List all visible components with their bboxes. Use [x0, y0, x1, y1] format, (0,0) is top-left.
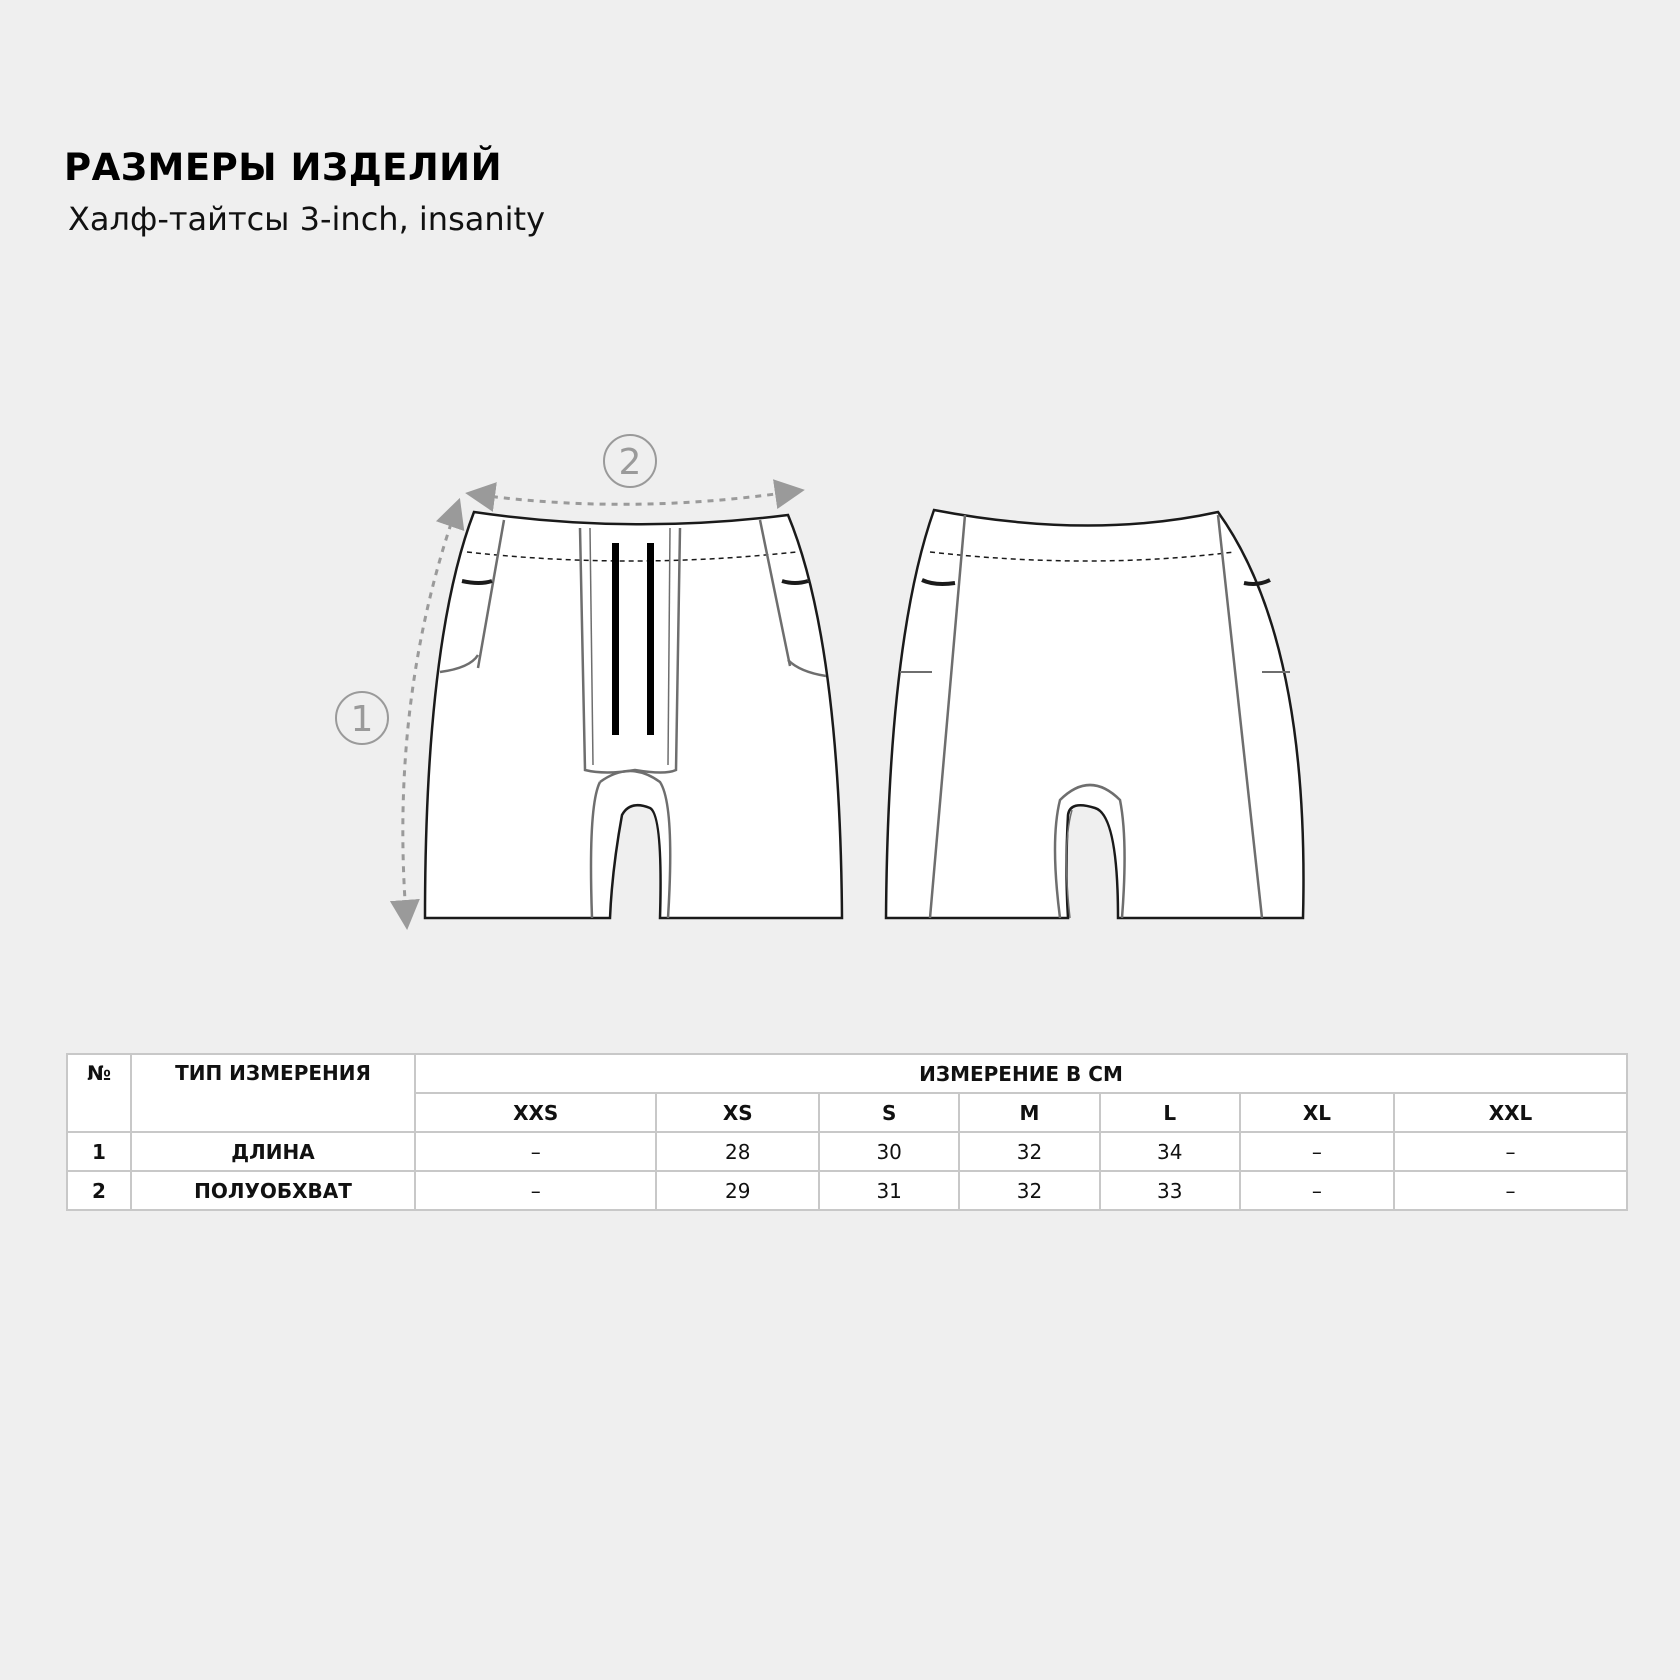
cell-value: – [415, 1171, 656, 1210]
size-header-xl: XL [1240, 1093, 1394, 1132]
half-girth-measure [480, 435, 790, 504]
cell-value: 29 [656, 1171, 819, 1210]
size-header-s: S [819, 1093, 959, 1132]
cell-value: 28 [656, 1132, 819, 1171]
cell-value: 31 [819, 1171, 959, 1210]
marker-1-label: 1 [350, 699, 374, 740]
page-title: РАЗМЕРЫ ИЗДЕЛИЙ [64, 146, 503, 189]
stripe-left [612, 543, 619, 735]
row-number: 1 [67, 1132, 131, 1171]
size-header-m: M [959, 1093, 1099, 1132]
cell-value: – [1394, 1171, 1627, 1210]
table-row [67, 1132, 1627, 1171]
shorts-front-view [425, 512, 842, 918]
size-header-xs: XS [656, 1093, 819, 1132]
stripe-right [647, 543, 654, 735]
cell-value: – [1240, 1171, 1394, 1210]
marker-2-label: 2 [618, 442, 642, 483]
page-subtitle: Халф-тайтсы 3-inch, insanity [68, 200, 546, 238]
header-measurement: ИЗМЕРЕНИЕ В СМ [415, 1054, 1627, 1093]
table-row [67, 1171, 1627, 1210]
header-type: ТИП ИЗМЕРЕНИЯ [131, 1054, 415, 1132]
size-header-l: L [1100, 1093, 1240, 1132]
cell-value: 32 [959, 1171, 1099, 1210]
row-type: ПОЛУОБХВАТ [131, 1171, 415, 1210]
size-header-xxs: XXS [415, 1093, 656, 1132]
cell-value: 34 [1100, 1132, 1240, 1171]
row-number: 2 [67, 1171, 131, 1210]
shorts-back-view [886, 510, 1303, 918]
cell-value: 30 [819, 1132, 959, 1171]
cell-value: – [415, 1132, 656, 1171]
size-header-xxl: XXL [1394, 1093, 1627, 1132]
row-type: ДЛИНА [131, 1132, 415, 1171]
cell-value: – [1394, 1132, 1627, 1171]
size-table [66, 1053, 1628, 1211]
cell-value: 33 [1100, 1171, 1240, 1210]
cell-value: 32 [959, 1132, 1099, 1171]
cell-value: – [1240, 1132, 1394, 1171]
header-number: № [67, 1054, 131, 1132]
